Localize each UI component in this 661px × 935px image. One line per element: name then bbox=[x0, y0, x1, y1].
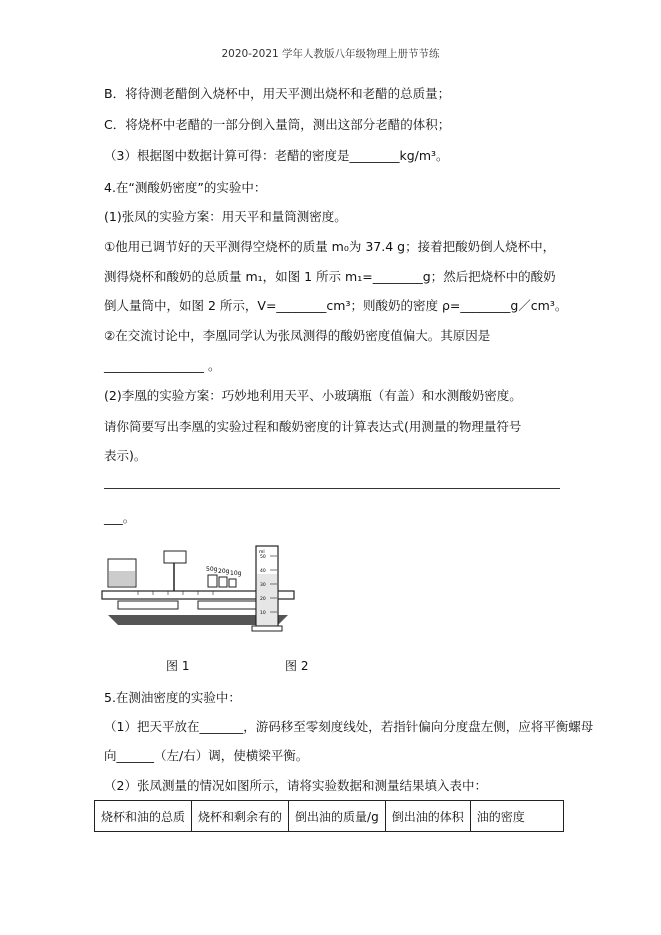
question-4-title: 4.在“测酸奶密度”的实验中： bbox=[104, 180, 267, 195]
question-5-title: 5.在测油密度的实验中： bbox=[104, 690, 241, 705]
question-5-part-1-line-2: 向______（左/右）调，使横梁平衡。 bbox=[104, 748, 309, 763]
header-cell: 烧杯和油的总质 bbox=[95, 801, 192, 832]
header-cell: 倒出油的质量/g bbox=[289, 801, 386, 832]
step-1-line-1: ①他用已调节好的天平测得空烧杯的质量 m₀为 37.4 g；接着把酸奶倒人烧杯中， bbox=[104, 239, 556, 254]
header-cell: 倒出油的体积 bbox=[385, 801, 470, 832]
weight-10g: 10g bbox=[230, 570, 242, 577]
header-cell: 烧杯和剩余有的 bbox=[192, 801, 289, 832]
cyl-tick-30: 30 bbox=[260, 583, 266, 588]
oil-density-table bbox=[94, 800, 564, 832]
plan-1: (1)张凤的实验方案：用天平和量筒测密度。 bbox=[104, 209, 347, 224]
plan-2: (2)李凰的实验方案：巧妙地利用天平、小玻璃瓶（有盖）和水测酸奶密度。 bbox=[104, 388, 522, 403]
option-c: C．将烧杯中老醋的一部分倒入量筒，测出这部分老醋的体积； bbox=[104, 117, 451, 132]
cyl-tick-50: 50 bbox=[260, 555, 266, 560]
question-5-part-2: （2）张凤测量的情况如图所示，请将实验数据和测量结果填入表中： bbox=[104, 778, 487, 793]
answer-blank-end: ___。 bbox=[104, 510, 136, 525]
option-b: B．将待测老醋倒入烧杯中，用天平测出烧杯和老醋的总质量； bbox=[104, 86, 451, 101]
step-2-line-1: ②在交流讨论中，李凰同学认为张凤测得的酸奶密度值偏大。其原因是 bbox=[104, 328, 491, 343]
answer-blank-line bbox=[104, 478, 560, 489]
question-5-part-1-line-1: （1）把天平放在_______，游码移至零刻度线处，若指针偏向分度盘左侧，应将平衡螺母 bbox=[104, 719, 594, 734]
graduated-cylinder-figure bbox=[248, 544, 288, 634]
figure-2-caption: 图 2 bbox=[285, 659, 309, 673]
step-1-line-3: 倒人量筒中，如图 2 所示，V=________cm³；则酸奶的密度 ρ=________g／cm³。 bbox=[104, 298, 568, 313]
plan-2-instruction-end: 表示)。 bbox=[104, 448, 147, 463]
table-header-row bbox=[95, 801, 564, 832]
figure-1-caption: 图 1 bbox=[166, 659, 190, 673]
weight-20g: 20g bbox=[218, 568, 230, 575]
question-3: （3）根据图中数据计算可得：老醋的密度是________kg/m³。 bbox=[104, 148, 449, 163]
cyl-tick-40: 40 bbox=[260, 569, 266, 574]
cyl-tick-10: 10 bbox=[260, 611, 266, 616]
step-1-line-2: 测得烧杯和酸奶的总质量 m₁，如图 1 所示 m₁=________g；然后把烧杯中的酸奶 bbox=[104, 269, 556, 284]
cyl-unit: ml bbox=[259, 550, 265, 555]
cyl-tick-20: 20 bbox=[260, 597, 266, 602]
step-2-line-2: ________________ 。 bbox=[104, 358, 221, 373]
header-cell: 油的密度 bbox=[470, 801, 563, 832]
weight-50g: 50g bbox=[206, 566, 218, 573]
page-header: 2020-2021 学年人教版八年级物理上册节节练 bbox=[221, 48, 440, 60]
plan-2-instruction: 请你简要写出李凰的实验过程和酸奶密度的计算表达式(用测量的物理量符号 bbox=[104, 419, 522, 434]
